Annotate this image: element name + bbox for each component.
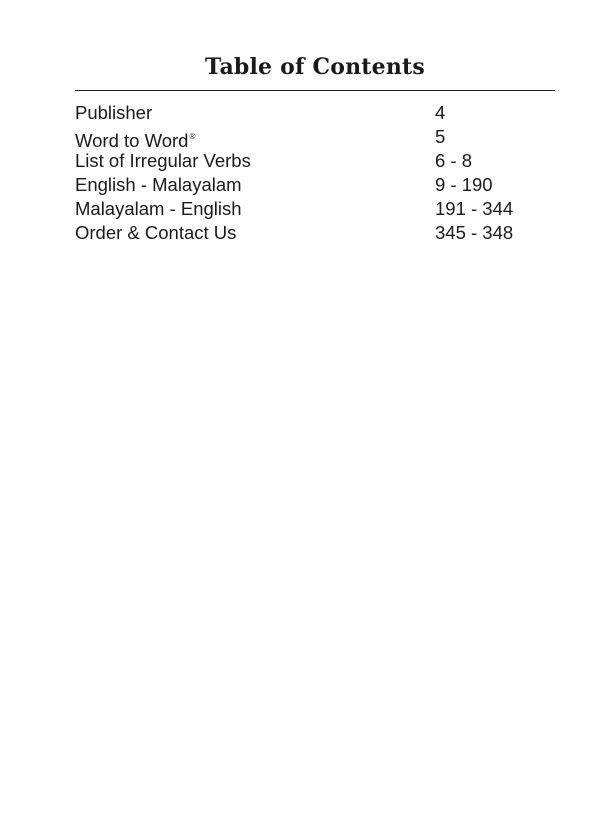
toc-entry-pages: 9 - 190 [435,174,493,195]
page-title: Table of Contents [205,54,425,80]
toc-entry-publisher [75,101,555,125]
toc-entry-label: Malayalam - English [75,198,242,219]
title-divider [75,90,555,91]
toc-entry-order-contact [75,221,555,245]
toc-entry-english-malayalam [75,173,555,197]
registered-mark: ® [189,132,196,141]
toc-entry-word-to-word [75,125,555,149]
toc-entry-pages: 4 [435,102,446,123]
toc-list [75,101,555,245]
toc-entry-label: Word to Word® [75,130,196,151]
toc-entry-label: English - Malayalam [75,174,242,195]
toc-entry-pages: 5 [435,126,446,147]
toc-entry-label: List of Irregular Verbs [75,150,251,171]
toc-entry-pages: 345 - 348 [435,222,514,243]
toc-entry-label: Order & Contact Us [75,222,237,243]
toc-entry-pages: 191 - 344 [435,198,514,219]
toc-entry-label: Publisher [75,102,153,123]
toc-entry-malayalam-english [75,197,555,221]
toc-entry-pages: 6 - 8 [435,150,473,171]
toc-entry-irregular-verbs [75,149,555,173]
